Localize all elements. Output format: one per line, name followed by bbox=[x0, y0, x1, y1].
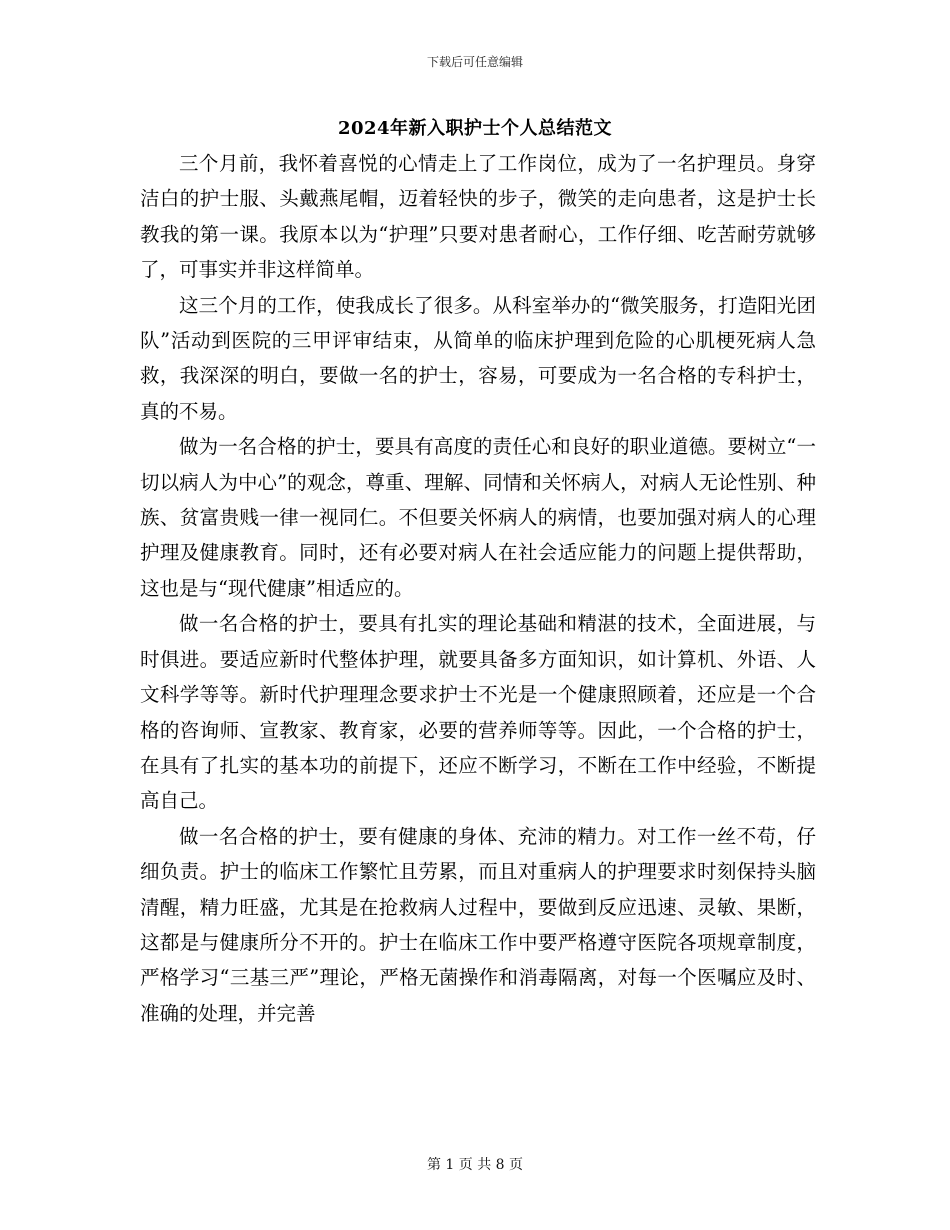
paragraph: 这三个月的工作，使我成长了很多。从科室举办的“微笑服务，打造阳光团队”活动到医院的三甲评审结束，从简单的临床护理到危险的心肌梗死病人急救，我深深的明白，要做一名的护士，容易，可要成为一名合格的专科护士，真的不易。 bbox=[140, 293, 816, 423]
paragraph: 做一名合格的护士，要具有扎实的理论基础和精湛的技术，全面进展，与时俱进。要适应新时代整体护理，就要具备多方面知识，如计算机、外语、人文科学等等。新时代护理理念要求护士不光是一个健康照顾着，还应是一个合格的咨询师、宣教家、教育家，必要的营养师等等。因此，一个合格的护士，在具有了扎实的基本功的前提下，还应不断学习，不断在工作中经验，不断提高自己。 bbox=[140, 612, 816, 813]
paragraph: 做为一名合格的护士，要具有高度的责任心和良好的职业道德。要树立“一切以病人为中心”的观念，尊重、理解、同情和关怀病人，对病人无论性别、种族、贫富贵贱一律一视同仁。不但要关怀病人的病情，也要加强对病人的心理护理及健康教育。同时，还有必要对病人在社会适应能力的问题上提供帮助，这也是与“现代健康”相适应的。 bbox=[140, 435, 816, 600]
page-header-note: 下载后可任意编辑 bbox=[426, 55, 523, 69]
document-title: 2024年新入职护士个人总结范文 bbox=[337, 118, 613, 139]
document-body bbox=[140, 146, 816, 1031]
page-number-footer: 第 1 页 共 8 页 bbox=[426, 1157, 524, 1173]
paragraph: 做一名合格的护士，要有健康的身体、充沛的精力。对工作一丝不苟，仔细负责。护士的临床工作繁忙且劳累，而且对重病人的护理要求时刻保持头脑清醒，精力旺盛，尤其是在抢救病人过程中，要做到反应迅速、灵敏、果断，这都是与健康所分不开的。护士在临床工作中要严格遵守医院各项规章制度，严格学习“三基三严”理论，严格无菌操作和消毒隔离，对每一个医嘱应及时、准确的处理，并完善 bbox=[140, 824, 816, 1025]
paragraph: 三个月前，我怀着喜悦的心情走上了工作岗位，成为了一名护理员。身穿洁白的护士服、头戴燕尾帽，迈着轻快的步子，微笑的走向患者，这是护士长教我的第一课。我原本以为“护理”只要对患者耐心，工作仔细、吃苦耐劳就够了，可事实并非这样简单。 bbox=[140, 152, 816, 282]
